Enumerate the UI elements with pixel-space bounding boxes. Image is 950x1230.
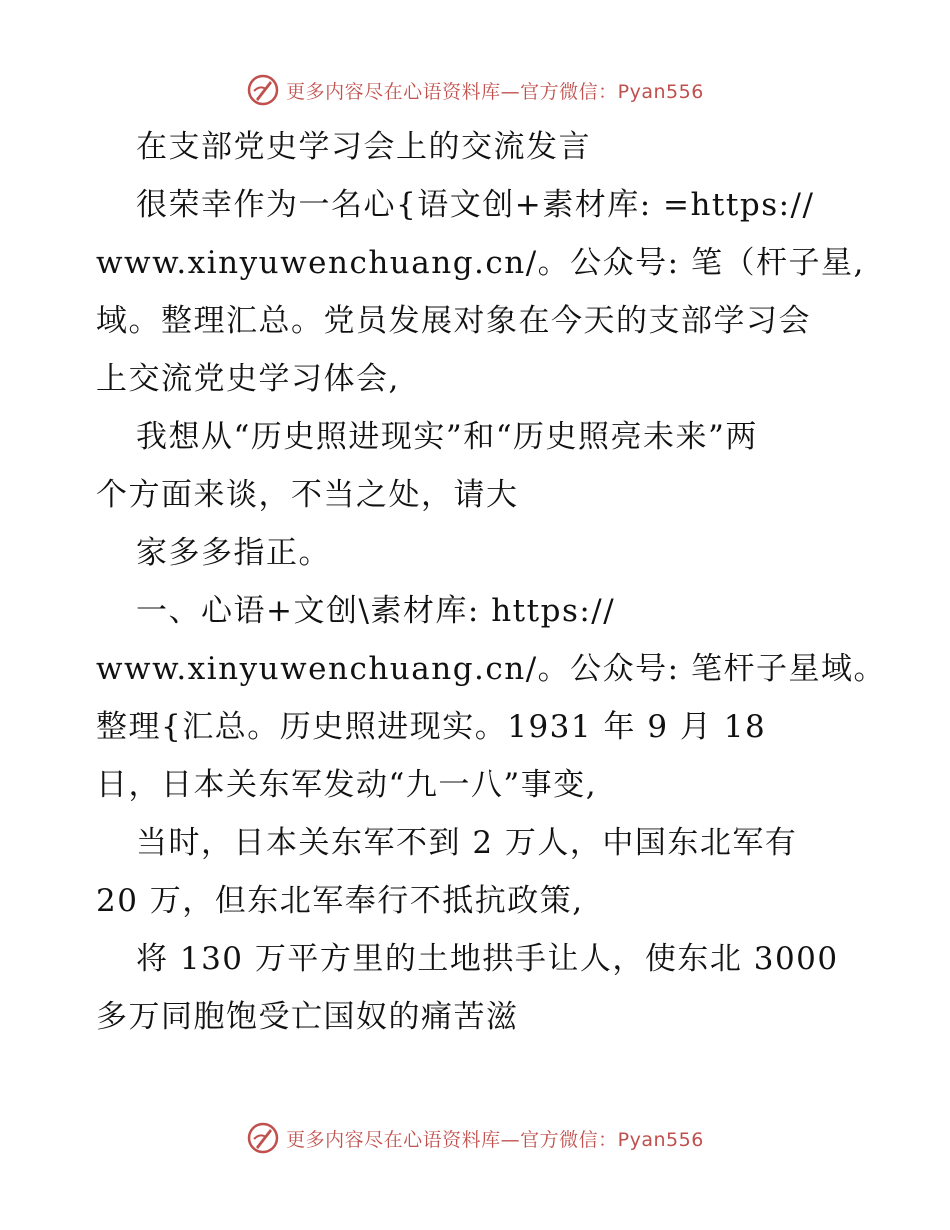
header-banner <box>0 70 950 110</box>
paragraph-line: 很荣幸作为一名心{语文创+素材库: =https:// <box>136 187 815 223</box>
paragraph-line: 我想从“历史照进现实”和“历史照亮未来”两 <box>136 419 758 455</box>
paragraph-line: 当时，日本关东军不到 2 万人，中国东北军有 <box>136 825 798 861</box>
paragraph-line: 个方面来谈，不当之处，请大 <box>96 477 519 513</box>
paragraph-line: 域。整理汇总。党员发展对象在今天的支部学习会 <box>96 303 811 339</box>
paragraph-line: 整理{汇总。历史照进现实。1931 年 9 月 18 <box>96 709 767 745</box>
paragraph-line: 20 万，但东北军奉行不抵抗政策, <box>96 883 584 919</box>
paragraph-line: 日，日本关东军发动“九一八”事变, <box>96 767 598 803</box>
paragraph-line: 一、心语+文创\素材库: https:// <box>136 593 616 629</box>
paragraph-line: 将 130 万平方里的土地拱手让人，使东北 3000 <box>136 941 839 977</box>
paragraph-line: 多万同胞饱受亡国奴的痛苦滋 <box>96 999 519 1035</box>
quill-logo-icon <box>246 73 280 107</box>
paragraph-line: www.xinyuwenchuang.cn/。公众号: 笔（杆子星, <box>96 245 865 281</box>
paragraph-line: 上交流党史学习体会, <box>96 361 400 397</box>
document-body <box>96 118 886 1046</box>
paragraph-line: 在支部党史学习会上的交流发言 <box>136 129 591 165</box>
footer-banner-text: 更多内容尽在心语资料库—官方微信：Pyan556 <box>286 1128 704 1151</box>
header-banner-text: 更多内容尽在心语资料库—官方微信：Pyan556 <box>286 80 704 103</box>
footer-banner <box>0 1118 950 1158</box>
quill-logo-icon <box>246 1121 280 1155</box>
paragraph-line: 家多多指正。 <box>136 535 331 571</box>
paragraph-line: www.xinyuwenchuang.cn/。公众号: 笔杆子星域。 <box>96 651 886 687</box>
